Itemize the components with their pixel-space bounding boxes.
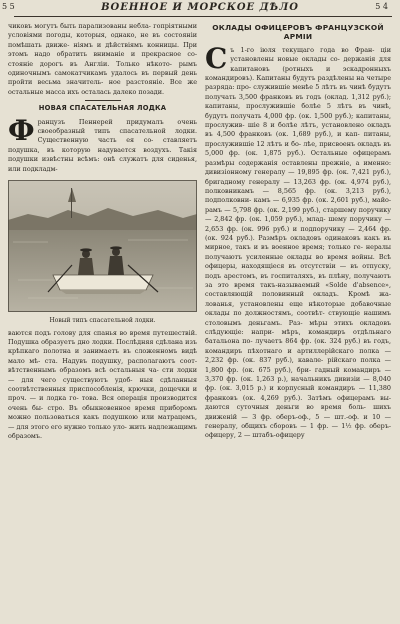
lifeboat-illustration xyxy=(8,180,197,312)
lifeboat-continued-paragraph: ваются подъ голову для спанья во время путешествій. Подушка образуетъ дно лодки. Послѣдняя сдѣлана изъ крѣпкаго полотна и занимаетъ въ сложенномъ видѣ мало мѣ- ста. Надувъ подушку, располагаютъ соот- вѣтственнымъ образомъ всѣ остальныя ча- сти лодки — для чего существуютъ удоб- ныя сдѣланныя соотвѣтственныя приспособленія, крючки, дощечки и проч. — и лодка го- това. Вся операція производится очень бы- стро. Въ обыкновенное время приборомъ можно пользоваться какъ подушкою или матрацемъ, — для этого его нужно только уло- жить надлежащимъ образомъ. xyxy=(8,328,197,440)
officers-pay-paragraph: ъ 1-го іюля текущаго года во Фран- ціи установлены новые оклады со- держанія для капитановъ (ротныхъ и эскадронныхъ командировъ). Капитаны будутъ раздѣлены на четыре разряда: про- служившіе менѣе 5 лѣтъ въ чинѣ будутъ получать 3,500 франковъ въ годъ (оклад. 1,312 руб.); капитаны, прослужившіе болѣе 5 лѣтъ въ чинѣ, будутъ получать 4,000 фр. (ок. 1,500 руб.); капитаны, прослужив- шіе 8 и болѣе лѣтъ, установлено окладъ въ 4,500 франковъ (ок. 1,689 руб.), и кап- питаны, прослужившіе 12 лѣтъ и бо- лѣе, присвоенъ окладъ въ 5,000 фр. (ок. 1,875 руб.). Остальные офицерамъ размѣры содержанія оставлены прежніе, а именно: дивизіонному генералу — 19,895 фр. (ок. 7,421 руб.), бригадному генералу — 13,263 фр. (ок. 4,974 руб.), полковникамъ — 8,565 фр. (ок. 3,213 руб.), подполковни- камъ — 6,935 фр. (ок. 2,601 руб.), майо- рамъ — 5,798 фр. (ок. 2,199 руб.), старшему поручику — 2,842 фр. (ок. 1,059 руб.), млад- шему поручику — 2,653 фр. (ок. 996 руб.) и подпоручику — 2,464 фр. (ок. 924 руб.). Размѣръ окладовъ одинаковъ какъ въ мирное, такъ и въ военное время; только ге- нералы получаютъ усиленные оклады во время войны. Всѣ офицеры, находящіеся въ отсутствіи — въ отпуску, подъ арестомъ, въ госпиталяхъ, въ плѣну, получаютъ за это время такъ-называемый «Solde d'absence», составляющій половинный окладъ. Кромѣ жа- лованья, установлены еще нѣкоторые добавочные оклады по должностямъ, соотвѣт- ствующіе нашимъ столовымъ деньгамъ. Раз- мѣры этихъ окладовъ слѣдующіе: напри- мѣръ, командиръ отдѣльнаго батальона по- лучаетъ 864 фр. (ок. 324 руб.) въ годъ, командиръ пѣхотнаго и артиллерійскаго полка — 2,232 фр. (ок. 837 руб.), кавале- рійскаго полка — 1,800 фр. (ок. 675 руб.), бри- гадный командиръ — 3,370 фр. (ок. 1,263 р.), начальникъ дивизіи — 8,040 фр. (ок. 3,015 р.) и корпусный командиръ — 11,380 франковъ (ок. 4,269 руб.). Затѣмъ офицерамъ вы- даются суточныя деньги во время боль- шихъ движеній — 3 фр. оберъ-оф., 5 — шт.-оф. и 10 — генералу, общихъ сборовъ — 1 фр. — 1½ фр. оберъ-офицеру, 2 — штабъ-офицеру xyxy=(205,45,391,440)
section-separator xyxy=(85,100,121,101)
page-number-left: 5 5 xyxy=(2,2,15,11)
left-column xyxy=(8,22,197,441)
page-number-right: 5 4 xyxy=(375,2,388,11)
lifeboat-paragraph: ранцузъ Пеннерей придумалъ очень своеобразный типъ спасательной лодки. Существенную часть ея со- ставляетъ подушка, въ которую надувается воздухъ. Такія подушки извѣстны всѣмъ: онѣ служатъ для сиденья, или подкладм- xyxy=(8,117,197,173)
dropcap-letter: Ф xyxy=(8,113,35,147)
lifeboat-photo-icon xyxy=(8,180,197,312)
figure-caption: Новый типъ спасательной лодки. xyxy=(49,317,156,325)
officers-pay-opening xyxy=(205,41,391,441)
lifeboat-opening xyxy=(8,113,197,174)
running-header-title: ВОЕННОЕ И МОРСКОЕ ДѢЛО xyxy=(101,2,299,13)
article-heading-officers-pay: ОКЛАДЫ ОФИЦЕРОВЪ ФРАНЦУЗСКОЙ АРМІИ xyxy=(212,23,384,42)
dropcap-letter-s: С xyxy=(205,41,228,75)
header-rule xyxy=(14,16,392,17)
intro-paragraph: чиковъ могутъ быть парализованы небла- гопріятными условіями погоды, которыя, однако, не въ состояніи помѣшать движе- ніямъ и дѣйствіямъ конницы. При этомъ надо обратить вниманіе и прекрасное со- стояніе дорогъ въ Англіи. Только нѣкото- рымъ одиночнымъ самокатчикамъ удалось въ первый день пройти весьма значитель- ное разстояніе. Все же остальные масса ихъ осталась далеко позади. xyxy=(8,22,197,96)
right-column xyxy=(205,22,391,441)
article-heading-lifeboat: НОВАЯ СПАСАТЕЛЬНАЯ ЛОДКА xyxy=(38,104,167,113)
